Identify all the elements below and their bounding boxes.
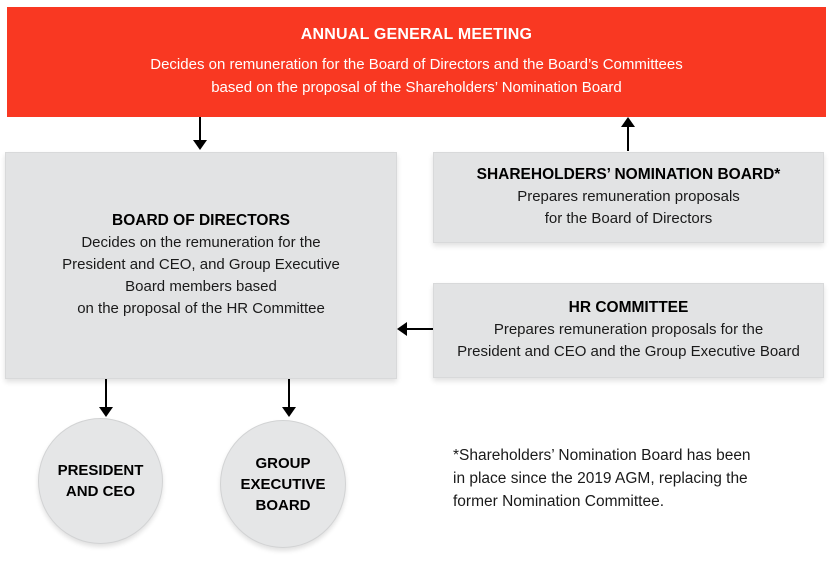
footnote-line-3: former Nomination Committee.	[453, 493, 665, 510]
arrow-board-to-geb-line	[288, 379, 290, 408]
footnote-line-1: *Shareholders’ Nomination Board has been	[453, 447, 751, 464]
hr-committee-line-2: President and CEO and the Group Executive Board	[457, 342, 800, 360]
footnote-line-2: in place since the 2019 AGM, replacing the	[453, 470, 748, 487]
arrow-snb-to-agm-line	[627, 126, 629, 151]
group-executive-board-line-3: BOARD	[255, 496, 311, 514]
shareholders-nomination-board-box	[433, 152, 824, 243]
hr-committee-line-1: Prepares remuneration proposals for the	[493, 320, 764, 338]
board-of-directors-line-2: President and CEO, and Group Executive	[62, 255, 340, 273]
arrow-board-to-geb-arrowhead-icon	[282, 407, 296, 417]
shareholders-nomination-board-line-2: for the Board of Directors	[544, 209, 713, 227]
board-of-directors-title: BOARD OF DIRECTORS	[112, 211, 290, 229]
agm-title: ANNUAL GENERAL MEETING	[300, 25, 533, 43]
arrow-board-to-president-line	[105, 379, 107, 408]
agm-description-line-1: Decides on remuneration for the Board of Directors and the Board’s Committees	[150, 55, 683, 73]
arrow-board-to-president-arrowhead-icon	[99, 407, 113, 417]
board-of-directors-box	[5, 152, 397, 379]
president-and-ceo-line-2: AND CEO	[65, 483, 136, 500]
board-of-directors-line-3: Board members based	[125, 277, 277, 295]
group-executive-board-circle	[220, 420, 346, 548]
group-executive-board-line-2: EXECUTIVE	[240, 475, 326, 493]
board-of-directors-line-4: on the proposal of the HR Committee	[77, 299, 325, 317]
president-and-ceo-line-1: PRESIDENT	[57, 462, 144, 479]
arrow-agm-to-board-line	[199, 117, 201, 141]
agm-banner	[7, 7, 826, 117]
arrow-hr-to-board-line	[406, 328, 433, 330]
board-of-directors-line-1: Decides on the remuneration for the	[81, 233, 321, 251]
shareholders-nomination-board-title: SHAREHOLDERS’ NOMINATION BOARD*	[476, 165, 781, 183]
agm-description-line-2: based on the proposal of the Shareholders’ Nomination Board	[211, 78, 622, 96]
group-executive-board-line-1: GROUP	[255, 454, 311, 472]
arrow-agm-to-board-arrowhead-icon	[193, 140, 207, 150]
footnote	[453, 444, 803, 513]
shareholders-nomination-board-line-1: Prepares remuneration proposals	[517, 187, 740, 205]
hr-committee-title: HR COMMITTEE	[568, 298, 689, 316]
hr-committee-box	[433, 283, 824, 378]
president-and-ceo-circle	[38, 418, 163, 544]
